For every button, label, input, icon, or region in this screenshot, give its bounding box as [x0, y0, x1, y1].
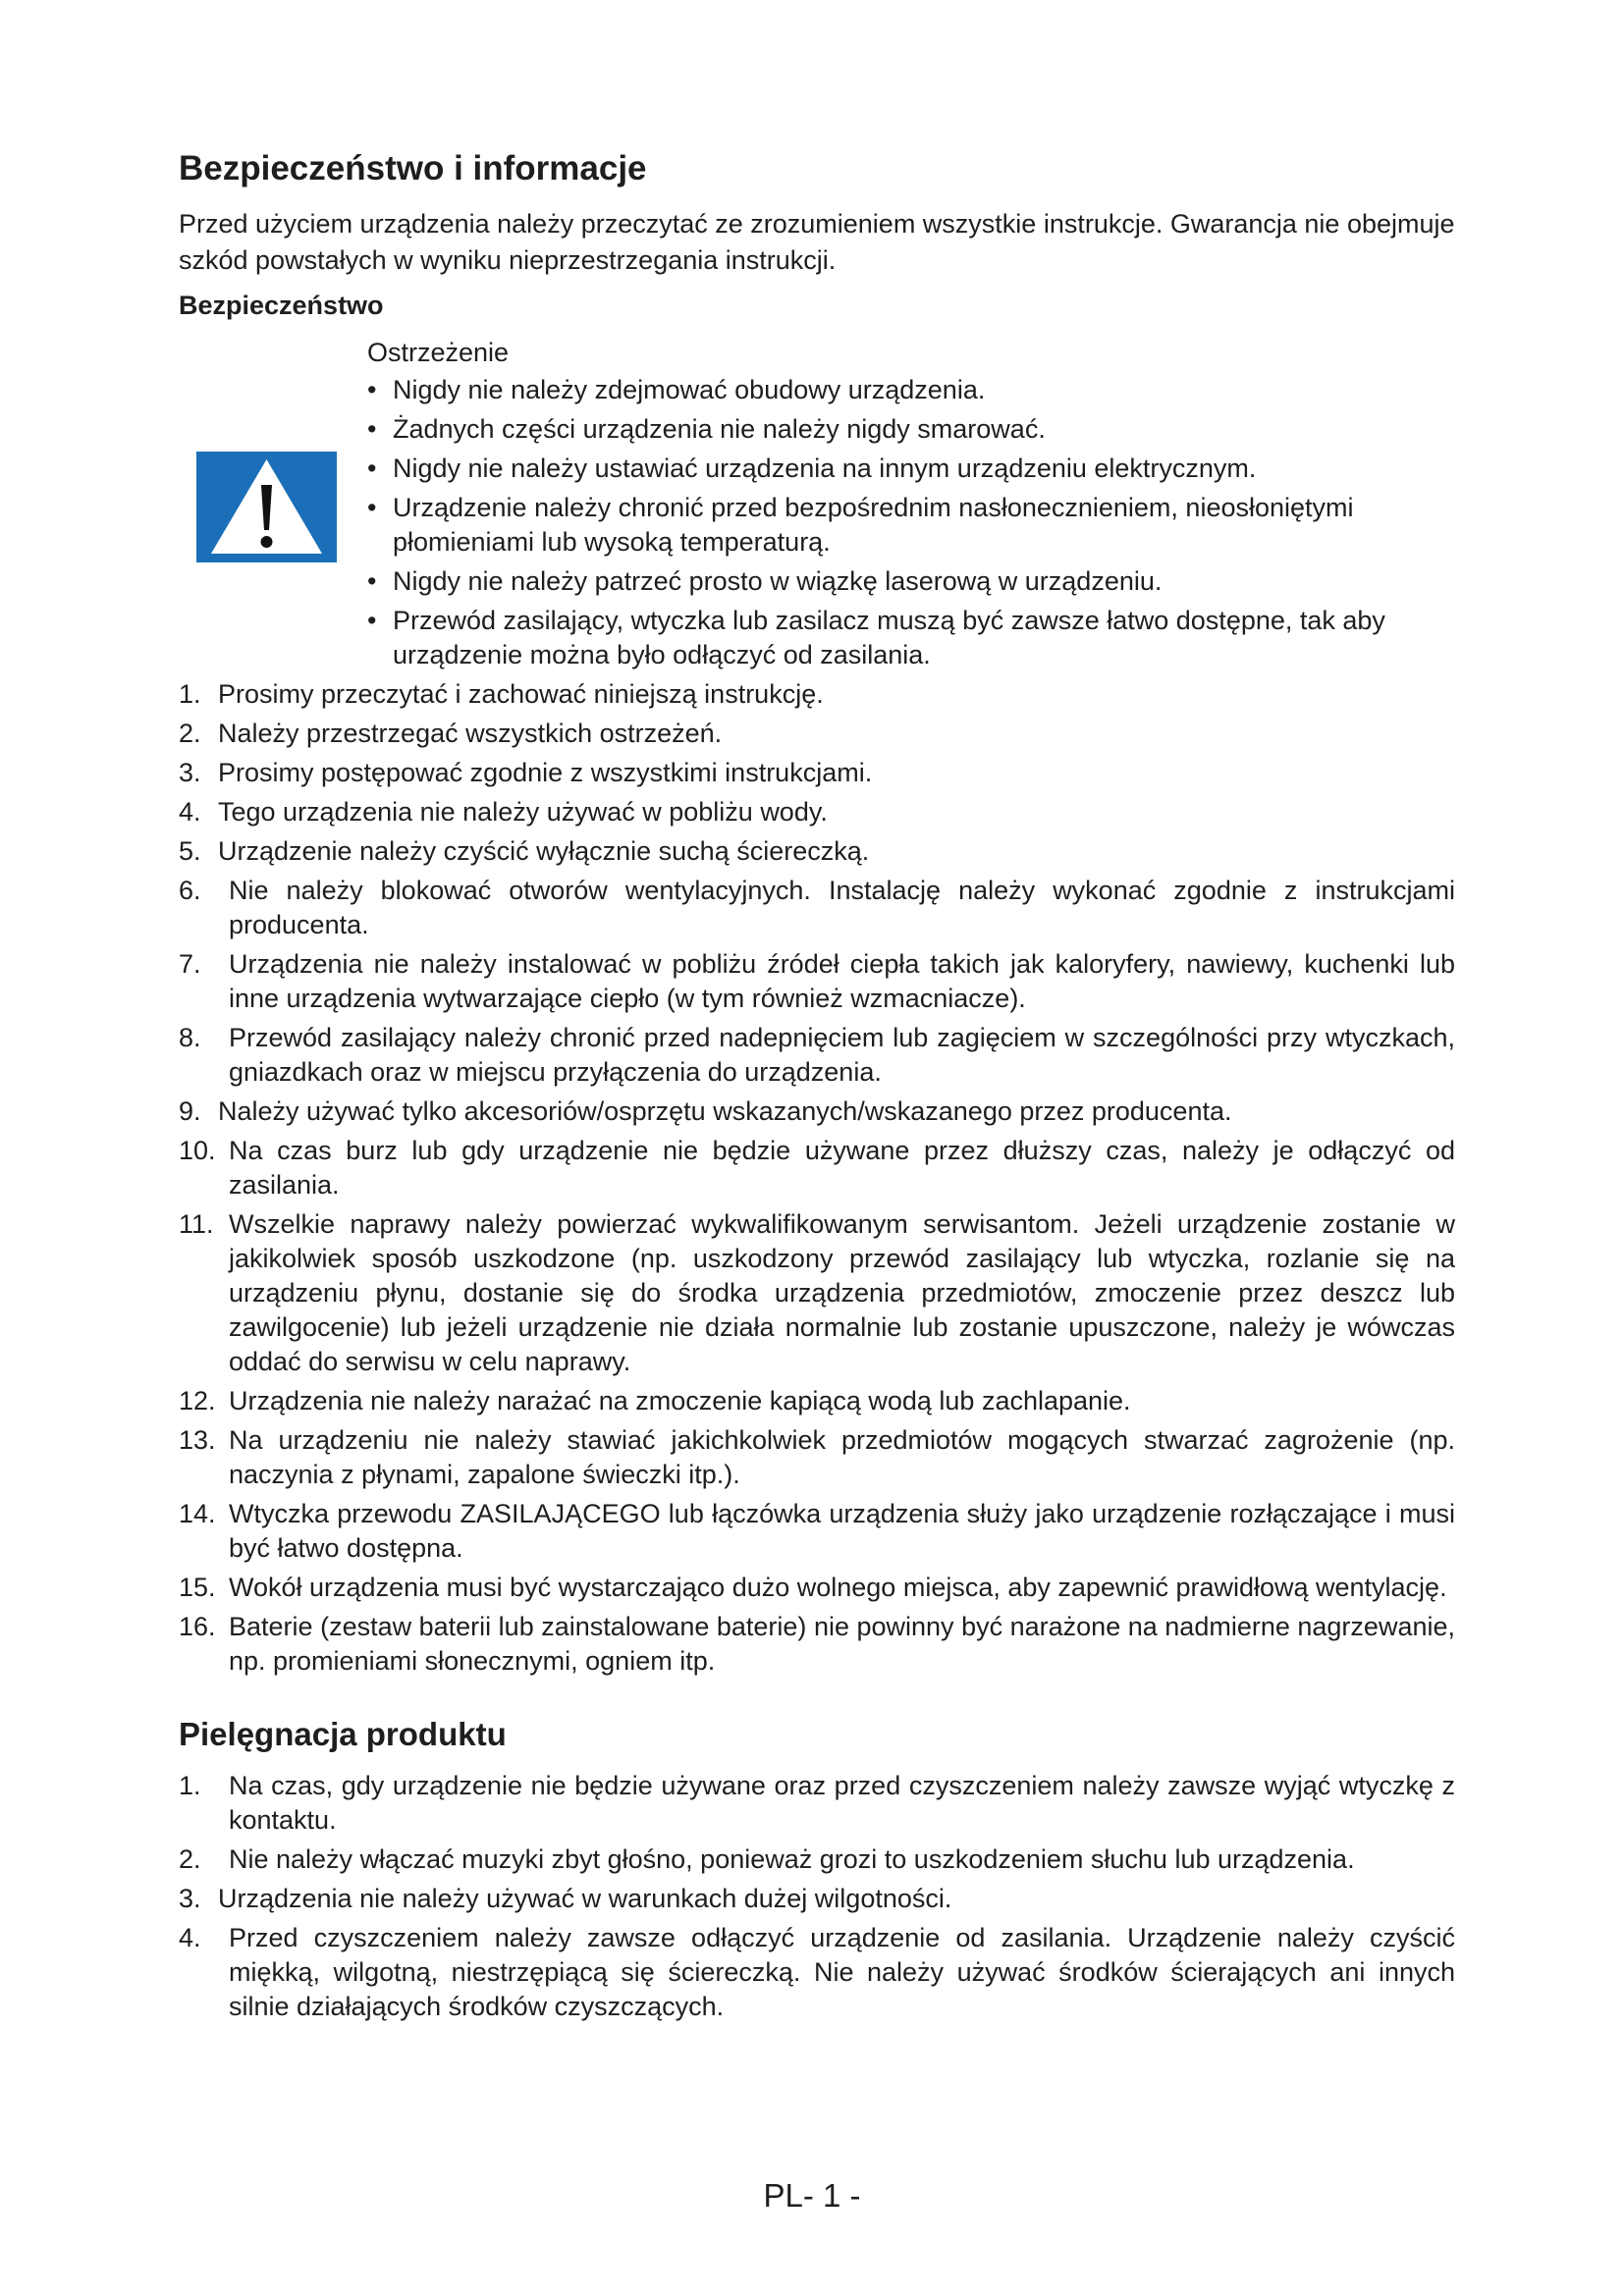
item-number: 5.	[179, 836, 201, 866]
list-item	[179, 1134, 1455, 1202]
bullet-icon: •	[367, 566, 377, 596]
item-text: Należy używać tylko akcesoriów/osprzętu wskazanych/wskazanego przez producenta.	[218, 1096, 1232, 1126]
item-text: Należy przestrzegać wszystkich ostrzeżeń.	[218, 719, 723, 748]
item-text: Prosimy postępować zgodnie z wszystkimi instrukcjami.	[218, 758, 873, 787]
care-list	[179, 1769, 1455, 2024]
item-number: 6.	[179, 876, 201, 905]
warning-title: Ostrzeżenie	[367, 338, 510, 367]
bullet-text: Nigdy nie należy zdejmować obudowy urządzenia.	[393, 375, 986, 404]
item-number: 13.	[179, 1425, 216, 1455]
item-text: Urządzenia nie należy narażać na zmoczenie kapiącą wodą lub zachlapanie.	[229, 1386, 1131, 1415]
item-number: 3.	[179, 758, 201, 787]
bullet-text: Nigdy nie należy ustawiać urządzenia na innym urządzeniu elektrycznym.	[393, 454, 1257, 483]
warning-block	[179, 334, 1455, 672]
item-text: Prosimy przeczytać i zachować niniejszą instrukcję.	[218, 679, 824, 709]
item-number: 8.	[179, 1023, 201, 1052]
warning-list	[367, 373, 1455, 672]
item-text: Wtyczka przewodu ZASILAJĄCEGO lub łączówka urządzenia służy jako urządzenie rozłączające i musi być łatwo dostępna.	[229, 1499, 1455, 1563]
list-item	[179, 1882, 1455, 1916]
bullet-icon: •	[367, 454, 377, 483]
page-title: Bezpieczeństwo i informacje	[179, 149, 647, 187]
item-text: Przed czyszczeniem należy zawsze odłączyć urządzenie od zasilania. Urządzenie należy czyścić miękką, wilgotną, niestrzępiącą się ściereczką. Nie należy używać środków ścierających ani innych silnie działających środków czyszczących.	[229, 1923, 1455, 2021]
list-item	[179, 1384, 1455, 1418]
item-text: Urządzenia nie należy instalować w pobliżu źródeł ciepła takich jak kaloryfery, nawiewy, kuchenki lub inne urządzenia wytwarzające ciepło (w tym również wzmacniacze).	[229, 949, 1455, 1013]
item-text: Na czas, gdy urządzenie nie będzie używane oraz przed czyszczeniem należy zawsze wyjąć wtyczkę z kontaktu.	[229, 1771, 1455, 1835]
list-item	[179, 834, 1455, 869]
item-text: Urządzenie należy czyścić wyłącznie suchą ściereczką.	[218, 836, 870, 866]
bullet-icon: •	[367, 606, 377, 635]
intro-paragraph: Przed użyciem urządzenia należy przeczytać ze zrozumieniem wszystkie instrukcje. Gwarancja nie obejmuje szkód powstałych w wyniku nieprzestrzegania instrukcji.	[179, 209, 1455, 275]
item-number: 1.	[179, 679, 201, 709]
bullet-text: Żadnych części urządzenia nie należy nigdy smarować.	[393, 414, 1046, 444]
list-item	[179, 1842, 1455, 1877]
list-item	[179, 1207, 1455, 1379]
list-item	[179, 1095, 1455, 1129]
item-text: Wokół urządzenia musi być wystarczająco dużo wolnego miejsca, aby zapewnić prawidłową wentylację.	[229, 1573, 1447, 1602]
warning-bullet	[367, 373, 1455, 407]
item-text: Nie należy blokować otworów wentylacyjnych. Instalację należy wykonać zgodnie z instrukcjami producenta.	[229, 876, 1455, 939]
bullet-icon: •	[367, 493, 377, 522]
list-item	[179, 1921, 1455, 2024]
page-number: PL- 1 -	[763, 2177, 861, 2214]
item-text: Przewód zasilający należy chronić przed nadepnięciem lub zagięciem w szczególności przy wtyczkach, gniazdkach oraz w miejscu przyłączenia do urządzenia.	[229, 1023, 1455, 1087]
safety-list	[179, 677, 1455, 1679]
item-text: Baterie (zestaw baterii lub zainstalowane baterie) nie powinny być narażone na nadmierne nagrzewanie, np. promieniami słonecznymi, ogniem itp.	[229, 1612, 1455, 1676]
item-number: 14.	[179, 1499, 216, 1528]
list-item	[179, 1571, 1455, 1605]
item-text: Na czas burz lub gdy urządzenie nie będzie używane przez dłuższy czas, należy je odłączyć od zasilania.	[229, 1136, 1455, 1200]
item-text: Nie należy włączać muzyki zbyt głośno, ponieważ grozi to uszkodzeniem słuchu lub urządzenia.	[229, 1844, 1355, 1874]
list-item	[179, 756, 1455, 790]
list-item	[179, 1769, 1455, 1838]
warning-triangle-icon	[196, 452, 337, 562]
warning-bullet	[367, 412, 1455, 447]
list-item	[179, 717, 1455, 751]
list-item	[179, 795, 1455, 829]
safety-heading: Bezpieczeństwo	[179, 291, 384, 320]
warning-bullet	[367, 604, 1455, 672]
list-item	[179, 1610, 1455, 1679]
item-text: Urządzenia nie należy używać w warunkach dużej wilgotności.	[218, 1884, 952, 1913]
item-number: 11.	[179, 1209, 214, 1239]
bullet-text: Nigdy nie należy patrzeć prosto w wiązkę laserową w urządzeniu.	[393, 566, 1163, 596]
bullet-icon: •	[367, 375, 377, 404]
item-number: 16.	[179, 1612, 216, 1641]
item-number: 9.	[179, 1096, 201, 1126]
list-item	[179, 1423, 1455, 1492]
warning-bullet	[367, 491, 1455, 560]
item-number: 7.	[179, 949, 201, 979]
item-number: 4.	[179, 797, 201, 827]
list-item	[179, 1497, 1455, 1566]
item-number: 15.	[179, 1573, 216, 1602]
list-item	[179, 947, 1455, 1016]
warning-bullet	[367, 452, 1455, 486]
item-number: 10.	[179, 1136, 216, 1165]
item-number: 3.	[179, 1884, 201, 1913]
care-heading: Pielęgnacja produktu	[179, 1716, 507, 1752]
item-number: 12.	[179, 1386, 216, 1415]
bullet-text: Przewód zasilający, wtyczka lub zasilacz muszą być zawsze łatwo dostępne, tak aby urządzenie można było odłączyć od zasilania.	[393, 606, 1385, 669]
list-item	[179, 677, 1455, 712]
list-item	[179, 1021, 1455, 1090]
item-number: 2.	[179, 719, 201, 748]
item-number: 1.	[179, 1771, 201, 1800]
bullet-text: Urządzenie należy chronić przed bezpośrednim nasłonecznieniem, nieosłoniętymi płomieniami lub wysoką temperaturą.	[393, 493, 1354, 557]
item-text: Tego urządzenia nie należy używać w pobliżu wody.	[218, 797, 828, 827]
warning-bullet	[367, 564, 1455, 599]
bullet-icon: •	[367, 414, 377, 444]
list-item	[179, 874, 1455, 942]
item-number: 2.	[179, 1844, 201, 1874]
item-number: 4.	[179, 1923, 201, 1952]
item-text: Wszelkie naprawy należy powierzać wykwalifikowanym serwisantom. Jeżeli urządzenie zostanie w jakikolwiek sposób uszkodzone (np. uszkodzony przewód zasilający lub wtyczka, rozlanie się na urządzeniu płynu, dostanie się do środka urządzenia przedmiotów, zmoczenie przez deszcz lub zawilgocenie) lub jeżeli urządzenie nie działa normalnie lub zostanie upuszczone, należy je wówczas oddać do serwisu w celu naprawy.	[229, 1209, 1455, 1376]
document-page	[179, 147, 1455, 2029]
item-text: Na urządzeniu nie należy stawiać jakichkolwiek przedmiotów mogących stwarzać zagrożenie (np. naczynia z płynami, zapalone świeczki itp.).	[229, 1425, 1455, 1489]
